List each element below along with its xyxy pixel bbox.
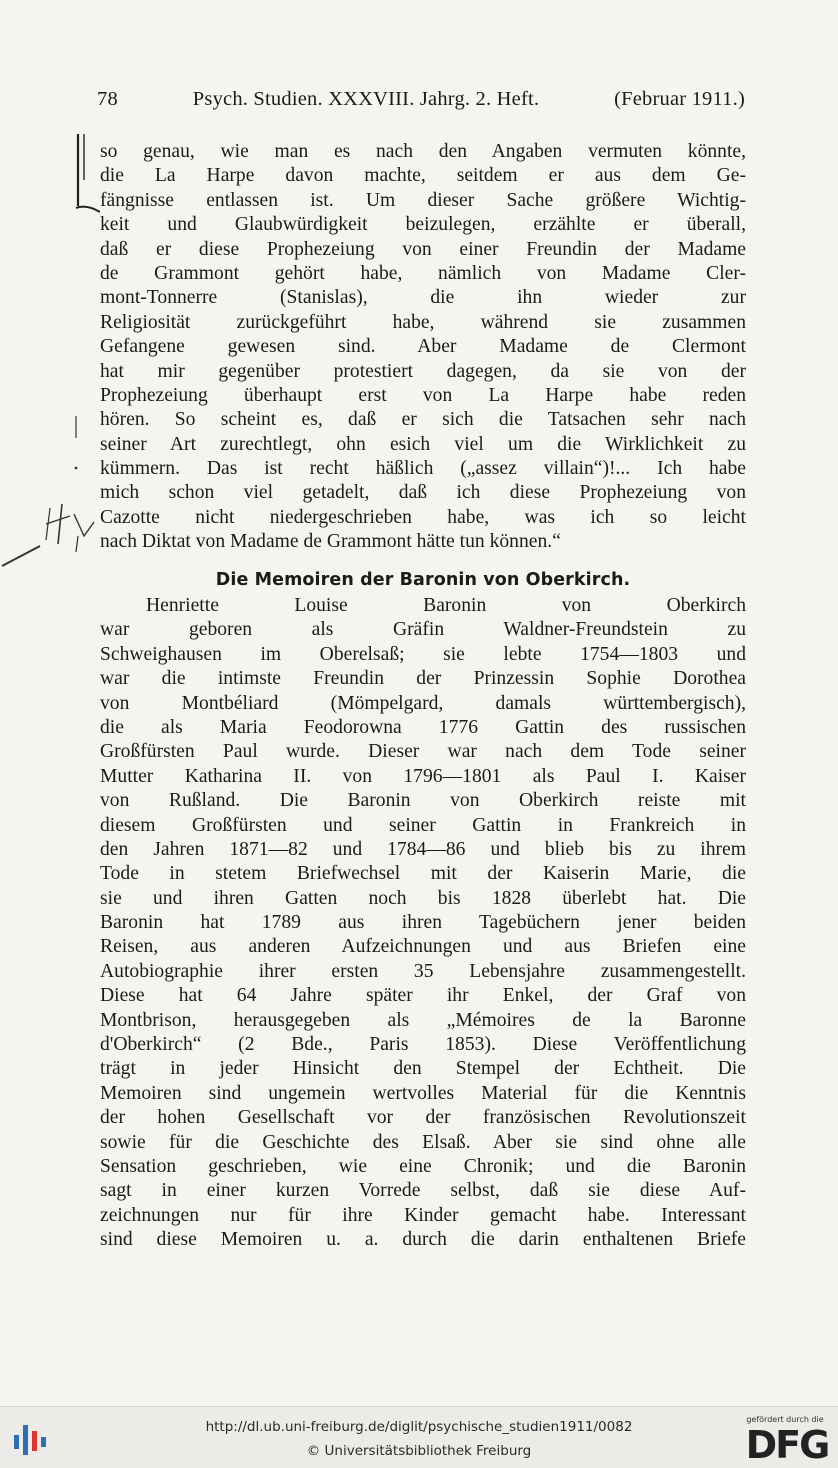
text-line: sie und ihren Gatten noch bis 1828 überlebt hat. Die <box>100 887 746 909</box>
text-line: Cazotte nicht niedergeschrieben habe, was ich so leicht <box>100 506 746 528</box>
issue-date: (Februar 1911.) <box>614 88 745 110</box>
text-line: war die intimste Freundin der Prinzessin Sophie Dorothea <box>100 668 746 690</box>
text-line: sagt in einer kurzen Vorrede selbst, daß sie diese Auf- <box>100 1180 746 1202</box>
text-line: so genau, wie man es nach den Angaben vermuten könnte, <box>100 141 746 162</box>
text-line: die La Harpe davon machte, seitdem er aus dem Ge- <box>100 165 746 187</box>
running-title: Psych. Studien. XXXVIII. Jahrg. 2. Heft. <box>192 88 540 110</box>
paragraph-oberkirch <box>100 594 746 1253</box>
text-line: sind diese Memoiren u. a. durch die darin enthaltenen Briefe <box>100 1229 746 1251</box>
text-line: daß er diese Prophezeiung von einer Freundin der Madame <box>100 238 746 260</box>
running-header <box>97 88 745 118</box>
text-line: Reisen, aus anderen Aufzeichnungen und aus Briefen eine <box>100 936 746 958</box>
text-line: Prophezeiung überhaupt erst von La Harpe habe reden <box>100 384 746 406</box>
text-line: mich schon viel getadelt, daß ich diese Prophezeiung von <box>100 482 746 504</box>
text-line: d'Oberkirch“ (2 Bde., Paris 1853). Diese Veröffentlichung <box>100 1034 746 1056</box>
dfg-logo: DFG <box>745 1423 829 1467</box>
text-line: Tode in stetem Briefwechsel mit der Kaiserin Marie, die <box>100 863 746 885</box>
text-line: hat mir gegenüber protestiert dagegen, da sie von der <box>100 360 746 382</box>
text-line: fängnisse entlassen ist. Um dieser Sache größere Wichtig- <box>100 189 746 211</box>
text-line: kümmern. Das ist recht häßlich („assez villain“)!... Ich habe <box>100 458 746 480</box>
text-line: von Montbéliard (Mömpelgard, damals württembergisch), <box>100 692 746 714</box>
text-line: hören. So scheint es, daß er sich die Tatsachen sehr nach <box>100 409 746 431</box>
text-line: trägt in jeder Hinsicht den Stempel der Echtheit. Die <box>100 1058 746 1080</box>
text-line: de Grammont gehört habe, nämlich von Madame Cler- <box>100 262 746 284</box>
text-line: Memoiren sind ungemein wertvolles Material für die Kenntnis <box>100 1082 746 1104</box>
text-line: Großfürsten Paul wurde. Dieser war nach dem Tode seiner <box>100 741 746 763</box>
copyright-notice: © Universitätsbibliothek Freiburg <box>306 1443 532 1459</box>
text-line: Schweighausen im Oberelsaß; sie lebte 1754—1803 und <box>100 643 746 665</box>
text-line: den Jahren 1871—82 und 1784—86 und blieb bis zu ihrem <box>100 838 746 860</box>
text-line: keit und Glaubwürdigkeit beizulegen, erzählte er überall, <box>100 214 746 236</box>
text-line: sowie für die Geschichte des Elsaß. Aber sie sind ohne alle <box>100 1131 746 1153</box>
permalink-url[interactable]: http://dl.ub.uni-freiburg.de/diglit/psychische_studien1911/0082 <box>205 1419 633 1435</box>
text-line: die als Maria Feodorowna 1776 Gattin des russischen <box>100 716 746 738</box>
text-line: Autobiographie ihrer ersten 35 Lebensjahre zusammengestellt. <box>100 960 746 982</box>
text-line: diesem Großfürsten und seiner Gattin in Frankreich in <box>100 814 746 836</box>
text-line: der hohen Gesellschaft vor der französischen Revolutionszeit <box>100 1107 746 1129</box>
text-line: war geboren als Gräfin Waldner-Freundstein zu <box>100 619 746 641</box>
viewer-footer <box>0 1406 838 1468</box>
text-line: mont-Tonnerre (Stanislas), die ihn wieder zur <box>100 287 746 309</box>
handwritten-margin-marks <box>0 120 100 580</box>
section-heading: Die Memoiren der Baronin von Oberkirch. <box>215 570 631 590</box>
text-line: Montbrison, herausgegeben als „Mémoires de la Baronne <box>100 1009 746 1031</box>
text-line: Mutter Katharina II. von 1796—1801 als Paul I. Kaiser <box>100 765 746 787</box>
text-line: Gefangene gewesen sind. Aber Madame de Clermont <box>100 336 746 358</box>
text-line: Diese hat 64 Jahre später ihr Enkel, der Graf von <box>100 985 746 1007</box>
text-line: von Rußland. Die Baronin von Oberkirch reiste mit <box>100 790 746 812</box>
text-line: seiner Art zurechtlegt, ohn esich viel um die Wirklichkeit zu <box>100 433 746 455</box>
text-line: zeichnungen nur für ihre Kinder gemacht habe. Interessant <box>100 1204 746 1226</box>
text-line: Religiosität zurückgeführt habe, während sie zusammen <box>100 311 746 333</box>
sponsor-note: gefördert durch die <box>746 1415 824 1424</box>
page-number: 78 <box>97 88 118 110</box>
text-line: nach Diktat von Madame de Grammont hätte tun können.“ <box>100 531 561 553</box>
text-line: Sensation geschrieben, wie eine Chronik; und die Baronin <box>100 1155 746 1177</box>
text-line: Henriette Louise Baronin von Oberkirch <box>146 595 746 616</box>
paragraph-prophecy <box>100 140 746 555</box>
text-line: Baronin hat 1789 aus ihren Tagebüchern jener beiden <box>100 912 746 934</box>
